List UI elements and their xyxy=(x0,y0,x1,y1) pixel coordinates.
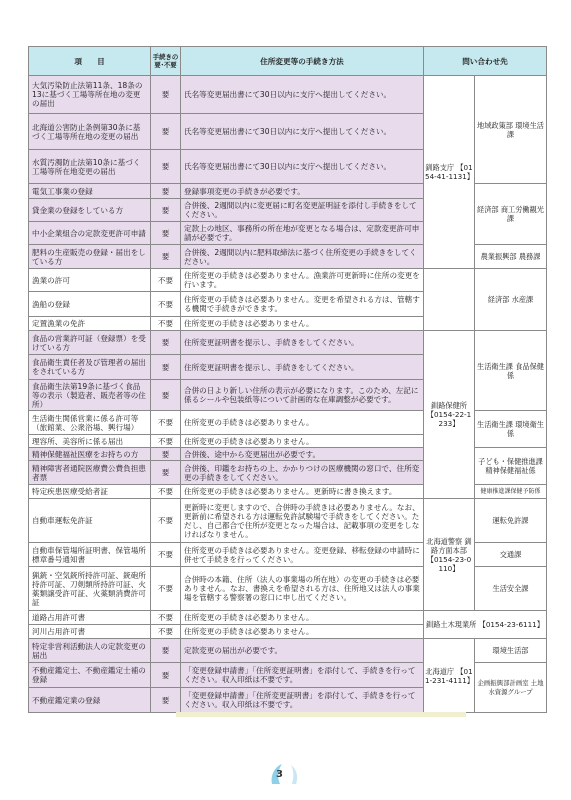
contact-hoken-center: 釧路保健所 【0154-22-1233】 xyxy=(424,331,475,499)
row-item: 不動産鑑定業の登録 xyxy=(29,688,151,713)
row-proc: 更新時に変更しますので、合併時の手続きは必要ありません。なお、更新前に希望される方は運転免許試験場で手続きをしてください。ただし、自己都合で住所が変更となった場合は、記載事項の変更をしなければなりません。 xyxy=(181,499,424,543)
row-item: 自動車運転免許証 xyxy=(29,499,151,543)
table-row xyxy=(29,499,547,543)
row-proc: 住所変更証明書を提示し、手続きをしてください。 xyxy=(181,331,424,355)
row-req: 不要 xyxy=(151,611,181,625)
row-item: 貸金業の登録をしている方 xyxy=(29,199,151,222)
row-req: 要 xyxy=(151,199,181,222)
row-req: 要 xyxy=(151,150,181,184)
contact-nosei: 農業振興部 農務課 xyxy=(475,245,547,269)
row-proc: 合併後、2週間以内に肥料取締法に基づく住所変更の手続きをしてください。 xyxy=(181,245,424,269)
row-proc: 住所変更の手続きは必要ありません。更新時に書き換えます。 xyxy=(181,485,424,499)
row-req: 不要 xyxy=(151,499,181,543)
row-req: 不要 xyxy=(151,269,181,292)
row-item: 精神保健福祉医療をお持ちの方 xyxy=(29,448,151,461)
row-req: 不要 xyxy=(151,543,181,567)
row-req: 要 xyxy=(151,184,181,199)
row-req: 要 xyxy=(151,688,181,713)
row-proc: 氏名等変更届出書にて30日以内に支庁へ提出してください。 xyxy=(181,114,424,150)
row-proc: 合併の日より新しい住所の表示が必要になります。このため、左記に係るシールや包装紙等について計画的な在庫調整が必要です。 xyxy=(181,380,424,411)
row-proc: 定款上の地区、事務所の所在地が変更となる場合は、定款変更許可申請が必要です。 xyxy=(181,222,424,245)
row-req: 不要 xyxy=(151,485,181,499)
contact-kikaku: 企画振興部計画室 土地水資源グループ xyxy=(475,663,547,713)
row-item: 生活衛生関係営業に係る許可等（旅館業、公衆浴場、興行場） xyxy=(29,411,151,435)
row-req: 要 xyxy=(151,663,181,688)
row-proc: 登録事項変更の手続きが必要です。 xyxy=(181,184,424,199)
row-req: 要 xyxy=(151,114,181,150)
row-req: 不要 xyxy=(151,292,181,317)
document-page xyxy=(28,46,546,713)
row-proc: 住所変更の手続きは必要ありません。 xyxy=(181,625,424,639)
row-item: 精神障害者通院医療費公費負担患者票 xyxy=(29,461,151,485)
row-proc: 住所変更の手続きは必要ありません。 xyxy=(181,611,424,625)
table-row xyxy=(29,611,547,625)
row-req: 要 xyxy=(151,380,181,411)
contact-seikatsu-eisei-food: 生活衛生課 食品保健係 xyxy=(475,331,547,411)
row-item: 漁業の許可 xyxy=(29,269,151,292)
row-item: 道路占用許可書 xyxy=(29,611,151,625)
row-proc: 氏名等変更届出書にて30日以内に支庁へ提出してください。 xyxy=(181,150,424,184)
contact-kodomo: 子ども・保健推進課 精神保健福祉係 xyxy=(475,448,547,485)
row-proc: 「変更登録申請書」「住所変更証明書」を添付して、手続きを行ってください。収入印紙は不要です。 xyxy=(181,663,424,688)
row-req: 要 xyxy=(151,355,181,380)
row-item: 定置漁業の免許 xyxy=(29,317,151,331)
row-req: 要 xyxy=(151,331,181,355)
row-proc: 「変更登録申請書」「住所変更証明書」を添付して、手続きを行ってください。収入印紙は不要です。 xyxy=(181,688,424,713)
table-row xyxy=(29,269,547,292)
row-req: 要 xyxy=(151,245,181,269)
contact-seikatsu-eisei-env: 生活衛生課 環境衛生係 xyxy=(475,411,547,448)
contact-keizai-suisan: 経済部 水産課 xyxy=(475,269,547,331)
row-item: 肥料の生産販売の登録・届出をしている方 xyxy=(29,245,151,269)
contact-police-hq: 北海道警察 釧路方面本部 【0154-23-0110】 xyxy=(424,499,475,611)
row-item: 電気工事業の登録 xyxy=(29,184,151,199)
row-req: 要 xyxy=(151,76,181,114)
header-procedure: 住所変更等の手続き方法 xyxy=(181,47,424,76)
row-item: 水質汚濁防止法第10条に基づく工場等所在地変更の届出 xyxy=(29,150,151,184)
row-item: 理容所、美容所に係る届出 xyxy=(29,435,151,448)
contact-unten-menkyo: 運転免許課 xyxy=(475,499,547,543)
table-row xyxy=(29,331,547,355)
row-proc: 住所変更の手続きは必要ありません。 xyxy=(181,411,424,435)
contact-hokkaido-cho: 北海道庁 【011-231-4111】 xyxy=(424,639,475,713)
row-item: 猟銃・空気銃所持許可証、銃砲所持許可証、刀剣類所持許可証、火薬類譲受許可証、火薬類消費許可証 xyxy=(29,567,151,611)
row-proc: 合併後、途中から変更届出が必要です。 xyxy=(181,448,424,461)
row-item: 中小企業組合の定款変更許可申請 xyxy=(29,222,151,245)
row-req: 不要 xyxy=(151,411,181,435)
row-req: 要 xyxy=(151,461,181,485)
row-proc: 住所変更証明書を提示し、手続きをしてください。 xyxy=(181,355,424,380)
page-number: 3 xyxy=(276,769,283,780)
row-proc: 合併後、印鑑をお持ちの上、かかりつけの医療機関の窓口で、住所変更の手続きをしてください。 xyxy=(181,461,424,485)
bottom-strip xyxy=(176,712,466,717)
contact-kankyo: 環境生活部 xyxy=(475,639,547,663)
row-proc: 定款変更の届出が必要です。 xyxy=(181,639,424,663)
row-req: 不要 xyxy=(151,317,181,331)
row-proc: 住所変更の手続きは必要ありません。漁業許可更新時に住所の変更を行います。 xyxy=(181,269,424,292)
procedure-table xyxy=(28,46,547,713)
contact-kushiro-shicho: 釧路支庁 【0154-41-1131】 xyxy=(424,76,475,269)
header-need: 手続きの 要･不要 xyxy=(151,47,181,76)
row-item: 特定非営利活動法人の定款変更の届出 xyxy=(29,639,151,663)
row-proc: 合併時の本籍、住所（法人の事業場の所在地）の変更の手続きは必要ありません。なお、書換えを希望される方は、住所地又は法人の事業場を管轄する警察署の窓口に申し出てください。 xyxy=(181,567,424,611)
contact-seikatsu-anzen: 生活安全課 xyxy=(475,567,547,611)
row-proc: 合併後、2週間以内に変更届に町名変更証明証を添付し手続きをしてください。 xyxy=(181,199,424,222)
contact-keizai-shokogyo: 経済部 商工労働観光課 xyxy=(475,184,547,245)
row-item: 河川占用許可書 xyxy=(29,625,151,639)
header-item: 項 目 xyxy=(29,47,151,76)
row-item: 特定疾患医療受給者証 xyxy=(29,485,151,499)
row-item: 食品衛生責任者及び管理者の届出をされている方 xyxy=(29,355,151,380)
row-item: 食品の営業許可証（登録票）を受けている方 xyxy=(29,331,151,355)
row-item: 不動産鑑定士、不動産鑑定士補の登録 xyxy=(29,663,151,688)
contact-chiiki-seisaku: 地域政策部 環境生活課 xyxy=(475,76,547,184)
row-req: 不要 xyxy=(151,435,181,448)
row-item: 食品衛生法第19条に基づく食品等の表示（製造者、販売者等の住所） xyxy=(29,380,151,411)
contact-blank xyxy=(424,269,475,331)
row-item: 漁船の登録 xyxy=(29,292,151,317)
row-proc: 氏名等変更届出書にて30日以内に支庁へ提出してください。 xyxy=(181,76,424,114)
table-row xyxy=(29,76,547,114)
header-contact: 問い合わせ先 xyxy=(424,47,547,76)
table-header xyxy=(29,47,547,76)
row-item: 自動車保管場所証明書、保管場所標章番号通知書 xyxy=(29,543,151,567)
row-proc: 住所変更の手続きは必要ありません。 xyxy=(181,317,424,331)
row-proc: 住所変更の手続きは必要ありません。変更登録、移転登録の申請時に併せて手続きを行ってください。 xyxy=(181,543,424,567)
row-req: 要 xyxy=(151,448,181,461)
contact-doboku: 釧路土木現業所 【0154-23-6111】 xyxy=(424,611,547,639)
row-req: 不要 xyxy=(151,625,181,639)
row-proc: 住所変更の手続きは必要ありません。変更を希望される方は、管轄する機関で手続きができます。 xyxy=(181,292,424,317)
row-proc: 住所変更の手続きは必要ありません。 xyxy=(181,435,424,448)
contact-kenko: 健康推進課保健予防係 xyxy=(475,485,547,499)
row-req: 要 xyxy=(151,222,181,245)
contact-kotsu: 交通課 xyxy=(475,543,547,567)
row-item: 大気汚染防止法第11条、18条の13に基づく工場等所在地の変更の届出 xyxy=(29,76,151,114)
row-req: 要 xyxy=(151,639,181,663)
row-item: 北海道公害防止条例第30条に基づく工場等所在地の変更の届出 xyxy=(29,114,151,150)
table-row xyxy=(29,639,547,663)
row-req: 不要 xyxy=(151,567,181,611)
page-number-swoosh-icon xyxy=(266,762,306,788)
